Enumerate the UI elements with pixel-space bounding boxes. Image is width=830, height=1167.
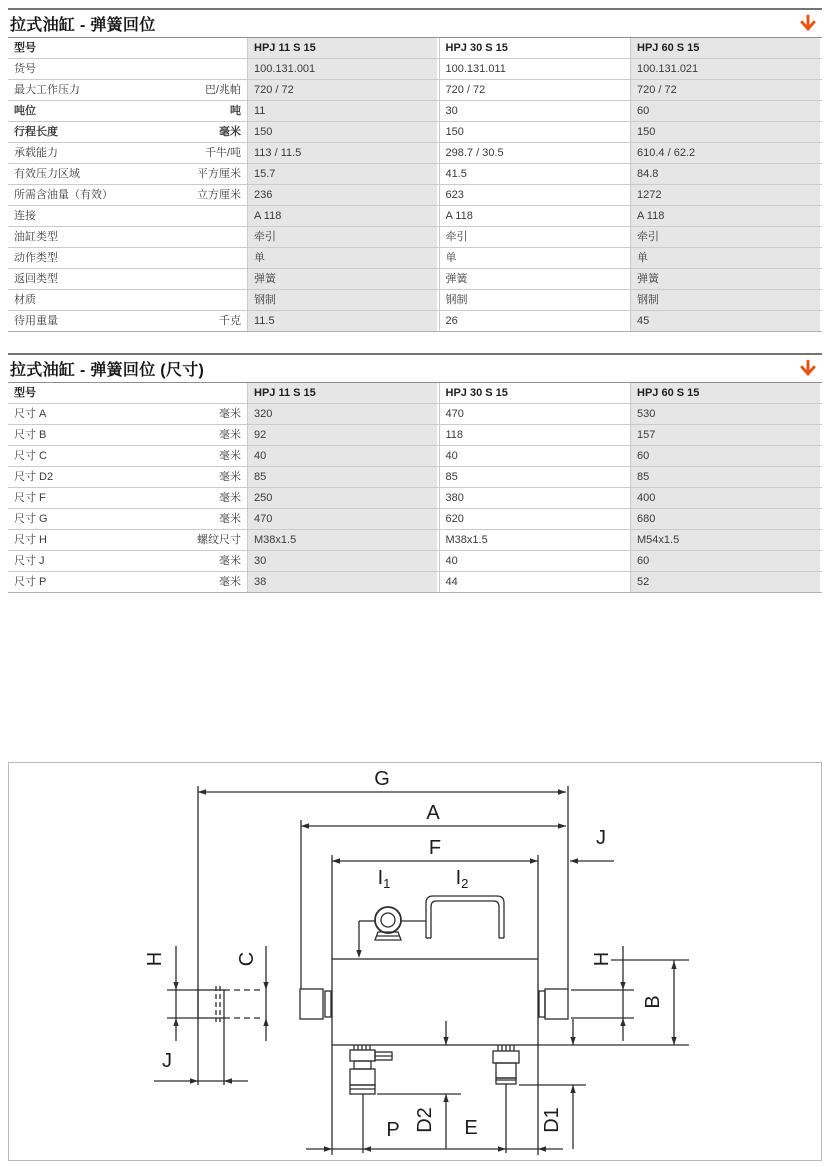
row-value: 400: [631, 488, 823, 509]
row-value: 157: [631, 425, 823, 446]
row-value: 38: [248, 572, 440, 593]
row-label: 尺寸 G: [8, 509, 165, 530]
dim-label-H-right: H: [591, 951, 613, 967]
row-value: 150: [248, 122, 440, 143]
row-value: 牵引: [248, 227, 440, 248]
dimension-diagram: [9, 763, 821, 1160]
table-row: [8, 206, 822, 227]
row-value: 113 / 11.5: [248, 143, 440, 164]
table-row: [8, 185, 822, 206]
row-unit: 千牛/吨: [165, 143, 248, 164]
column-header-model-label: 型号: [8, 383, 165, 404]
table-row: [8, 227, 822, 248]
row-value: 720 / 72: [248, 80, 440, 101]
column-header-hpj-60-s-15: HPJ 60 S 15: [631, 38, 823, 59]
dim-label-D1: D1: [541, 1107, 563, 1133]
row-value: 85: [248, 467, 440, 488]
column-header-unit: [165, 38, 248, 59]
row-value: 250: [248, 488, 440, 509]
dim-label-I2: $I_2$: [455, 867, 469, 891]
row-value: 40: [439, 551, 631, 572]
row-unit: [165, 269, 248, 290]
dim-label-B: B: [642, 995, 664, 1009]
row-value: 720 / 72: [631, 80, 823, 101]
row-label: 有效压力区域: [8, 164, 165, 185]
row-label: 货号: [8, 59, 165, 80]
row-value: 320: [248, 404, 440, 425]
row-value: 44: [439, 572, 631, 593]
row-value: 60: [631, 446, 823, 467]
row-value: A 118: [439, 206, 631, 227]
spec-table: [8, 38, 822, 332]
row-value: 钢制: [439, 290, 631, 311]
section-title-bar: [8, 353, 822, 383]
dim-label-G: G: [374, 768, 390, 790]
row-label: 待用重量: [8, 311, 165, 332]
row-unit: 螺纹尺寸: [165, 530, 248, 551]
dim-label-D2: D2: [414, 1107, 436, 1133]
row-label: 承载能力: [8, 143, 165, 164]
section-title: 拉式油缸 - 弹簧回位 (尺寸): [10, 361, 205, 379]
dim-label-E: E: [464, 1117, 478, 1139]
row-label: 材质: [8, 290, 165, 311]
row-unit: [165, 206, 248, 227]
table-row: [8, 101, 822, 122]
row-label: 所需含油量（有效）: [8, 185, 165, 206]
row-unit: [165, 59, 248, 80]
dim-label-F: F: [428, 837, 442, 859]
row-value: 85: [631, 467, 823, 488]
table-row: [8, 122, 822, 143]
dimension-diagram-panel: [8, 762, 822, 1161]
row-label: 吨位: [8, 101, 165, 122]
row-value: 85: [439, 467, 631, 488]
table-row: [8, 467, 822, 488]
table-row: [8, 551, 822, 572]
table-row: [8, 509, 822, 530]
table-header-row: [8, 38, 822, 59]
row-value: 470: [248, 509, 440, 530]
row-value: 11: [248, 101, 440, 122]
dim-label-J-bottom: J: [162, 1050, 172, 1072]
row-label: 最大工作压力: [8, 80, 165, 101]
row-value: 100.131.021: [631, 59, 823, 80]
row-value: 弹簧: [248, 269, 440, 290]
row-value: 720 / 72: [439, 80, 631, 101]
download-arrow-icon[interactable]: [798, 358, 818, 378]
row-unit: 吨: [165, 101, 248, 122]
row-value: 620: [439, 509, 631, 530]
row-value: 15.7: [248, 164, 440, 185]
dimension-table: [8, 383, 822, 593]
dim-label-C: C: [236, 951, 258, 967]
table-row: [8, 164, 822, 185]
column-header-hpj-60-s-15: HPJ 60 S 15: [631, 383, 823, 404]
row-unit: 毫米: [165, 551, 248, 572]
row-unit: 毫米: [165, 572, 248, 593]
table-row: [8, 425, 822, 446]
row-unit: 毫米: [165, 404, 248, 425]
table-row: [8, 311, 822, 332]
table-row: [8, 248, 822, 269]
dim-label-I1: $I_1$: [377, 867, 391, 891]
table-row: [8, 290, 822, 311]
row-label: 尺寸 B: [8, 425, 165, 446]
row-value: 680: [631, 509, 823, 530]
column-header-hpj-11-s-15: HPJ 11 S 15: [248, 383, 440, 404]
row-value: 610.4 / 62.2: [631, 143, 823, 164]
row-label: 尺寸 F: [8, 488, 165, 509]
row-value: 298.7 / 30.5: [439, 143, 631, 164]
row-value: 530: [631, 404, 823, 425]
dim-label-J-top: J: [596, 827, 606, 849]
table-header-row: [8, 383, 822, 404]
row-value: 单: [439, 248, 631, 269]
row-value: M54x1.5: [631, 530, 823, 551]
table-row: [8, 80, 822, 101]
table-row: [8, 143, 822, 164]
dim-label-A: A: [426, 802, 440, 824]
row-unit: [165, 290, 248, 311]
column-header-hpj-30-s-15: HPJ 30 S 15: [439, 383, 631, 404]
row-value: A 118: [631, 206, 823, 227]
row-label: 尺寸 C: [8, 446, 165, 467]
row-label: 尺寸 P: [8, 572, 165, 593]
table-row: [8, 59, 822, 80]
row-value: 30: [439, 101, 631, 122]
row-value: 623: [439, 185, 631, 206]
row-unit: 平方厘米: [165, 164, 248, 185]
row-value: 单: [631, 248, 823, 269]
row-value: 118: [439, 425, 631, 446]
row-value: 52: [631, 572, 823, 593]
row-label: 尺寸 A: [8, 404, 165, 425]
row-label: 行程长度: [8, 122, 165, 143]
row-value: 钢制: [631, 290, 823, 311]
row-value: 弹簧: [631, 269, 823, 290]
column-header-hpj-30-s-15: HPJ 30 S 15: [439, 38, 631, 59]
row-unit: [165, 248, 248, 269]
table-row: [8, 404, 822, 425]
row-value: 11.5: [248, 311, 440, 332]
row-value: 100.131.001: [248, 59, 440, 80]
row-value: 40: [439, 446, 631, 467]
row-unit: 毫米: [165, 488, 248, 509]
row-value: 30: [248, 551, 440, 572]
row-value: 1272: [631, 185, 823, 206]
column-header-hpj-11-s-15: HPJ 11 S 15: [248, 38, 440, 59]
row-value: 60: [631, 101, 823, 122]
row-value: 380: [439, 488, 631, 509]
row-value: 150: [631, 122, 823, 143]
row-unit: [165, 227, 248, 248]
dim-label-P: P: [386, 1119, 400, 1141]
row-value: 26: [439, 311, 631, 332]
row-value: 236: [248, 185, 440, 206]
row-value: 150: [439, 122, 631, 143]
row-value: 84.8: [631, 164, 823, 185]
row-unit: 毫米: [165, 509, 248, 530]
row-label: 油缸类型: [8, 227, 165, 248]
row-value: 45: [631, 311, 823, 332]
row-value: M38x1.5: [248, 530, 440, 551]
row-label: 连接: [8, 206, 165, 227]
row-unit: 毫米: [165, 122, 248, 143]
row-unit: 毫米: [165, 425, 248, 446]
row-label: 返回类型: [8, 269, 165, 290]
section-title: 拉式油缸 - 弹簧回位: [10, 16, 156, 34]
row-value: 单: [248, 248, 440, 269]
row-unit: 毫米: [165, 467, 248, 488]
dim-label-H-left: H: [144, 951, 166, 967]
row-unit: 千克: [165, 311, 248, 332]
row-value: 弹簧: [439, 269, 631, 290]
column-header-unit: [165, 383, 248, 404]
table-row: [8, 269, 822, 290]
row-value: 60: [631, 551, 823, 572]
row-value: 41.5: [439, 164, 631, 185]
table-row: [8, 488, 822, 509]
row-unit: 巴/兆帕: [165, 80, 248, 101]
row-value: 牵引: [631, 227, 823, 248]
row-label: 尺寸 D2: [8, 467, 165, 488]
row-unit: 立方厘米: [165, 185, 248, 206]
row-value: 100.131.011: [439, 59, 631, 80]
column-header-model-label: 型号: [8, 38, 165, 59]
row-label: 尺寸 J: [8, 551, 165, 572]
row-value: 40: [248, 446, 440, 467]
row-value: 92: [248, 425, 440, 446]
section-specs: [8, 8, 822, 332]
row-value: A 118: [248, 206, 440, 227]
download-arrow-icon[interactable]: [798, 13, 818, 33]
row-value: 钢制: [248, 290, 440, 311]
section-dimensions: [8, 353, 822, 593]
row-unit: 毫米: [165, 446, 248, 467]
table-row: [8, 530, 822, 551]
row-label: 尺寸 H: [8, 530, 165, 551]
table-row: [8, 572, 822, 593]
row-value: 牵引: [439, 227, 631, 248]
table-row: [8, 446, 822, 467]
row-label: 动作类型: [8, 248, 165, 269]
section-title-bar: [8, 8, 822, 38]
row-value: M38x1.5: [439, 530, 631, 551]
row-value: 470: [439, 404, 631, 425]
